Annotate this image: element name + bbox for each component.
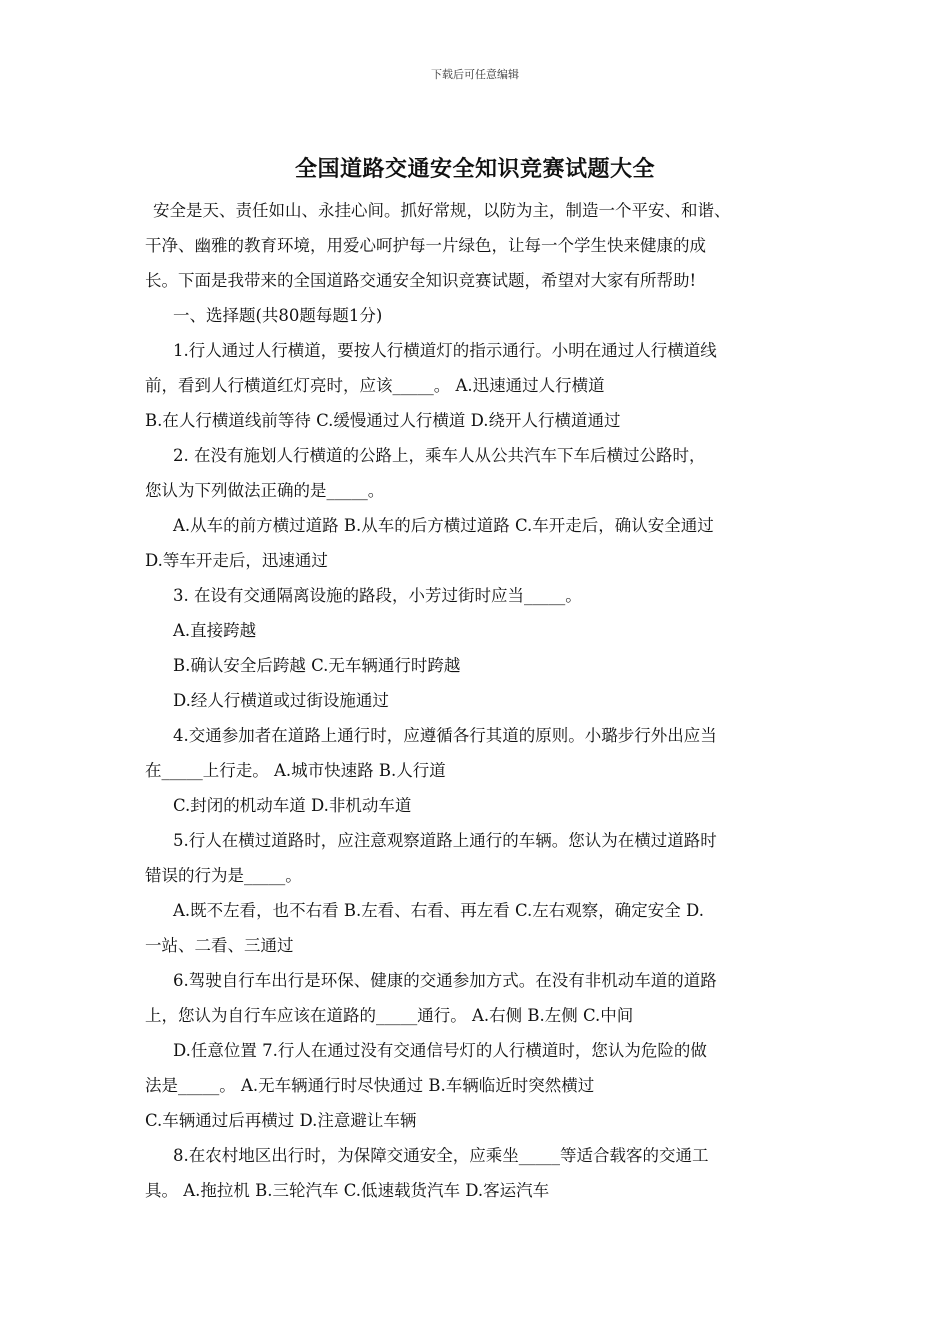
question-line: B.确认安全后跨越 C.无车辆通行时跨越 bbox=[173, 656, 461, 675]
question-line: C.封闭的机动车道 D.非机动车道 bbox=[173, 796, 412, 815]
question-line: 5.行人在横过道路时，应注意观察道路上通行的车辆。您认为在横过道路时 bbox=[173, 831, 717, 850]
question-line: 前，看到人行横道红灯亮时，应该_____。 A.迅速通过人行横道 bbox=[145, 376, 605, 395]
question-line: D.经人行横道或过街设施通过 bbox=[173, 691, 389, 710]
text-line: 干净、幽雅的教育环境，用爱心呵护每一片绿色，让每一个学生快来健康的成 bbox=[145, 236, 706, 255]
section-heading: 一、选择题(共80题每题1分) bbox=[173, 306, 383, 325]
question-line: 在_____上行走。 A.城市快速路 B.人行道 bbox=[145, 761, 446, 780]
document-title: 全国道路交通安全知识竞赛试题大全 bbox=[294, 157, 655, 182]
question-line: 法是_____。 A.无车辆通行时尽快通过 B.车辆临近时突然横过 bbox=[145, 1076, 595, 1095]
question-line: 错误的行为是_____。 bbox=[145, 866, 302, 885]
question-line: 4.交通参加者在道路上通行时，应遵循各行其道的原则。小璐步行外出应当 bbox=[173, 726, 717, 745]
question-line: B.在人行横道线前等待 C.缓慢通过人行横道 D.绕开人行横道通过 bbox=[145, 411, 621, 430]
question-line: 1.行人通过人行横道，要按人行横道灯的指示通行。小明在通过人行横道线 bbox=[173, 341, 717, 360]
question-line: A.直接跨越 bbox=[173, 621, 257, 640]
text-line: 长。下面是我带来的全国道路交通安全知识竞赛试题，希望对大家有所帮助! bbox=[145, 271, 697, 290]
question-line: D.等车开走后，迅速通过 bbox=[145, 551, 328, 570]
question-line: A.既不左看，也不右看 B.左看、右看、再左看 C.左右观察，确定安全 D. bbox=[173, 901, 704, 920]
question-line: D.任意位置 7.行人在通过没有交通信号灯的人行横道时，您认为危险的做 bbox=[173, 1041, 707, 1060]
document-body bbox=[145, 193, 807, 1208]
question-line: 具。 A.拖拉机 B.三轮汽车 C.低速载货汽车 D.客运汽车 bbox=[145, 1181, 550, 1200]
question-line: 您认为下列做法正确的是_____。 bbox=[145, 481, 385, 500]
question-line: A.从车的前方横过道路 B.从车的后方横过道路 C.车开走后，确认安全通过 bbox=[173, 516, 714, 535]
header-note: 下载后可任意编辑 bbox=[431, 68, 519, 81]
question-line: 8.在农村地区出行时，为保障交通安全，应乘坐_____等适合载客的交通工 bbox=[173, 1146, 709, 1165]
question-line: 一站、二看、三通过 bbox=[145, 936, 294, 955]
question-line: C.车辆通过后再横过 D.注意避让车辆 bbox=[145, 1111, 417, 1130]
question-line: 3. 在设有交通隔离设施的路段，小芳过街时应当_____。 bbox=[173, 586, 582, 605]
question-line: 2. 在没有施划人行横道的公路上，乘车人从公共汽车下车后横过公路时， bbox=[173, 446, 706, 465]
text-line: 安全是天、责任如山、永挂心间。抓好常规，以防为主，制造一个平安、和谐、 bbox=[153, 201, 731, 220]
question-line: 6.驾驶自行车出行是环保、健康的交通参加方式。在没有非机动车道的道路 bbox=[173, 971, 717, 990]
question-line: 上，您认为自行车应该在道路的_____通行。 A.右侧 B.左侧 C.中间 bbox=[145, 1006, 634, 1025]
